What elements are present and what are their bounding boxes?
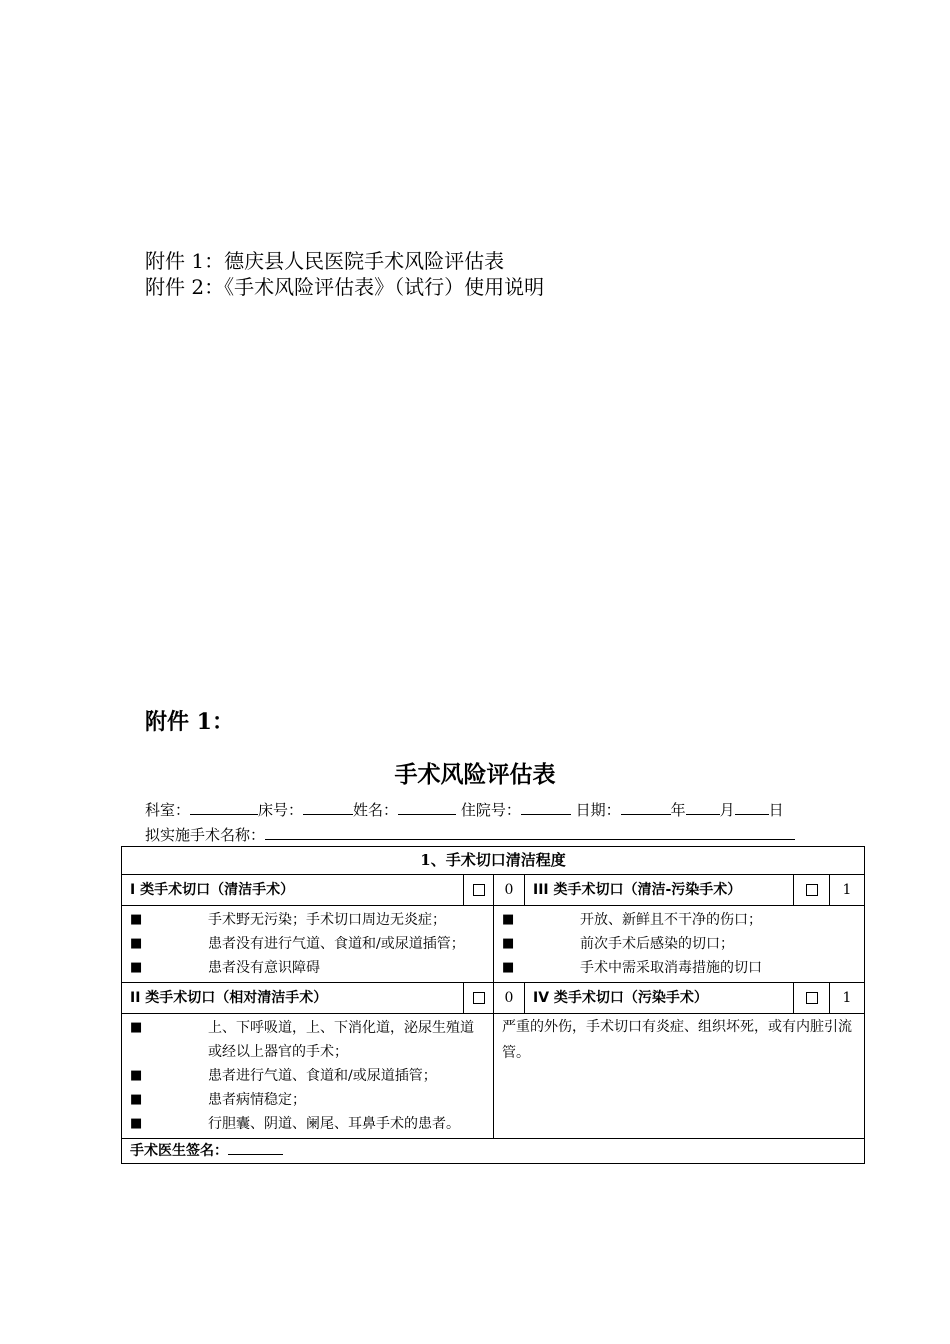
bullet-icon: ■ [130, 1116, 143, 1131]
department-label: 科室： [145, 801, 191, 819]
category-1-score-cell [494, 875, 794, 906]
bullet-icon: ■ [130, 912, 143, 927]
category-3-items [494, 906, 865, 983]
bullet-icon: ■ [130, 960, 143, 975]
list-item: ■ 患者病情稳定； [130, 1088, 485, 1112]
bullet-icon: ■ [130, 1020, 143, 1035]
attachment-list [145, 248, 544, 300]
month-field[interactable] [686, 800, 720, 815]
list-item: ■ 前次手术后感染的切口； [502, 932, 856, 956]
category-1-checkbox[interactable] [464, 875, 494, 906]
bed-field[interactable] [303, 800, 353, 815]
bullet-icon: ■ [502, 960, 515, 975]
category-1-name: I 类手术切口（清洁手术） [122, 875, 464, 906]
checkbox-icon [473, 884, 485, 896]
surgery-name-label: 拟实施手术名称： [145, 826, 266, 844]
category-2-name: II 类手术切口（相对清洁手术） [122, 983, 464, 1014]
category-1-score: 0 [494, 875, 525, 905]
list-item: ■ 患者进行气道、食道和/或尿道插管； [130, 1064, 485, 1088]
checkbox-icon [806, 992, 818, 1004]
surgery-name-field[interactable] [265, 825, 795, 840]
list-item: ■ 手术中需采取消毒措施的切口 [502, 956, 856, 980]
section-heading: 附件 1： [145, 709, 234, 735]
bullet-icon: ■ [502, 936, 515, 951]
checkbox-icon [806, 884, 818, 896]
section-title: 1、手术切口清洁程度 [122, 847, 865, 875]
name-label: 姓名： [353, 801, 399, 819]
signature-row [122, 1139, 865, 1164]
admission-label: 住院号： [460, 801, 521, 819]
bullet-icon: ■ [130, 936, 143, 951]
category-3-score: 1 [830, 875, 865, 906]
patient-info-line [145, 799, 784, 820]
incision-cleanliness-table [121, 846, 865, 1164]
list-item: ■ 手术野无污染；手术切口周边无炎症； [130, 908, 485, 932]
signature-label: 手术医生签名： [130, 1143, 228, 1159]
date-label: 日期： [575, 801, 621, 819]
department-field[interactable] [190, 800, 258, 815]
category-4-score: 1 [830, 983, 865, 1014]
month-label: 月 [719, 801, 735, 819]
year-label: 年 [670, 801, 686, 819]
name-field[interactable] [398, 800, 456, 815]
list-item: ■ 患者没有进行气道、食道和/或尿道插管； [130, 932, 485, 956]
list-item: ■ 开放、新鲜且不干净的伤口； [502, 908, 856, 932]
day-label: 日 [768, 801, 784, 819]
list-item: ■ 上、下呼吸道，上、下消化道，泌尿生殖道或经以上器官的手术； [130, 1016, 485, 1064]
bullet-icon: ■ [502, 912, 515, 927]
bullet-icon: ■ [130, 1068, 143, 1083]
list-item: ■ 患者没有意识障碍 [130, 956, 485, 980]
category-2-items [122, 1014, 494, 1139]
bed-label: 床号： [258, 801, 304, 819]
checkbox-icon [473, 992, 485, 1004]
day-field[interactable] [735, 800, 769, 815]
category-1-items [122, 906, 494, 983]
attachment-1: 附件 1：德庆县人民医院手术风险评估表 [145, 249, 505, 273]
category-3-checkbox[interactable] [794, 875, 830, 906]
admission-field[interactable] [521, 800, 571, 815]
year-field[interactable] [621, 800, 671, 815]
list-item: ■ 行胆囊、阴道、阑尾、耳鼻手术的患者。 [130, 1112, 485, 1136]
attachment-2: 附件 2：《手术风险评估表》（试行）使用说明 [145, 275, 545, 299]
category-4-description: 严重的外伤，手术切口有炎症、组织坏死，或有内脏引流管。 [494, 1014, 865, 1139]
category-2-checkbox[interactable] [464, 983, 494, 1014]
surgery-name-line [145, 824, 795, 845]
category-4-checkbox[interactable] [794, 983, 830, 1014]
category-4-name: IV 类手术切口（污染手术） [533, 990, 708, 1006]
signature-field[interactable] [228, 1140, 283, 1155]
category-2-score: 0 [494, 983, 525, 1013]
form-title: 手术风险评估表 [394, 761, 556, 788]
bullet-icon: ■ [130, 1092, 143, 1107]
category-3-name: III 类手术切口（清洁-污染手术） [533, 882, 742, 898]
category-2-score-cell [494, 983, 794, 1014]
